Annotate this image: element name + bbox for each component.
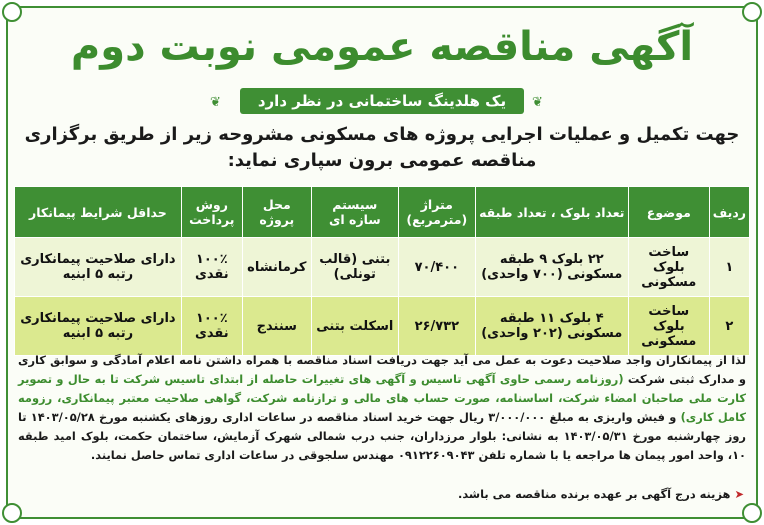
cost-note [458,487,744,501]
header-subject: موضوع [628,187,709,238]
header-structure: سیستم سازه ای [311,187,398,238]
tender-table [14,186,750,356]
cell-subject: ساخت بلوک مسکونی [628,297,709,356]
corner-ornament [742,2,762,22]
ad-title: آگهی مناقصه عمومی نوبت دوم [70,24,694,70]
contact-phone: ۰۹۱۲۲۶۰۹۰۴۳ [397,448,475,462]
header-conditions: حداقل شرایط پیمانکار [15,187,182,238]
cell-area: ۷۰/۴۰۰ [398,238,475,297]
cost-note-text: هزینه درج آگهی بر عهده برنده مناقصه می باشد. [458,487,731,501]
header-area: متراژ (مترمربع) [398,187,475,238]
intro-line-1: جهت تکمیل و عملیات اجرایی پروژه های مسکونی مشروحه زیر از طریق برگزاری [24,124,740,145]
tender-description [18,351,746,465]
cell-subject: ساخت بلوک مسکونی [628,238,709,297]
cell-conditions: دارای صلاحیت پیمانکاری رتبه ۵ ابنیه [15,297,182,356]
cell-area: ۲۶/۷۳۲ [398,297,475,356]
description-part-3: و فیش واریزی به مبلغ ۳/۰۰۰/۰۰۰ ریال جهت خرید اسناد مناقصه در ساعات اداری روزهای یکشنبه مورخ ۱۴۰۳/۰۵/۲۸ تا روز چهارشنبه مورخ ۱۴۰۳/۰۵/۳۱ به نشانی: بلوار مرزداران، جنب درب شمالی شهرک آزمایش، ساختمان حکمت، بلوک امید طبقه ۱۰، واحد امور پیمان ها مراجعه یا با شماره تلفن [18,410,746,462]
cell-payment: ۱۰۰٪ نقدی [181,238,242,297]
cell-structure: اسکلت بتنی [311,297,398,356]
header-row-number: ردیف [709,187,749,238]
cell-conditions: دارای صلاحیت پیمانکاری رتبه ۵ ابنیه [15,238,182,297]
table-row [15,297,750,356]
table-header-row [15,187,750,238]
header-location: محل پروژه [242,187,311,238]
cell-location: سنندج [242,297,311,356]
header-payment: روش پرداخت [181,187,242,238]
cell-row-number: ۱ [709,238,749,297]
cell-blocks: ۴ بلوک ۱۱ طبقه مسکونی (۲۰۲ واحدی) [475,297,628,356]
ornament-left-icon: ❦ [210,95,221,110]
cell-structure: بتنی (قالب تونلی) [311,238,398,297]
required-documents: (روزنامه رسمی حاوی آگهی تاسیس و آگهی های تغییرات حاصله از ابتدای تاسیس شرکت تا به حال و تصویر کارت ملی صاحبان امضاء شرکت، اساسنامه، صورت حساب های مالی و ترازنامه شرکت، گواهی صلاحیت معتبر پیمانکاری، رزومه کامل کاری) [18,372,747,424]
cell-payment: ۱۰۰٪ نقدی [181,297,242,356]
description-part-1: لذا از پیمانکاران واجد صلاحیت دعوت به عمل می آید جهت دریافت اسناد مناقصه با همراه داشتن نامه اعلام آمادگی و سوابق کاری و مدارک ثبتی شرکت [18,353,746,386]
corner-ornament [2,2,22,22]
intro-line-2: مناقصه عمومی برون سپاری نماید: [227,150,537,171]
corner-ornament [742,503,762,523]
corner-ornament [2,503,22,523]
cell-blocks: ۲۲ بلوک ۹ طبقه مسکونی (۷۰۰ واحدی) [475,238,628,297]
table-row [15,238,750,297]
ornament-right-icon: ❦ [532,95,543,110]
description-part-4: مهندس سلجوقی در ساعات اداری تماس حاصل نمایند. [90,448,395,462]
arrow-icon: ➤ [734,487,744,501]
company-banner: یک هلدینگ ساختمانی در نظر دارد [240,88,524,114]
cell-row-number: ۲ [709,297,749,356]
cell-location: کرمانشاه [242,238,311,297]
header-blocks: تعداد بلوک ، تعداد طبقه [475,187,628,238]
